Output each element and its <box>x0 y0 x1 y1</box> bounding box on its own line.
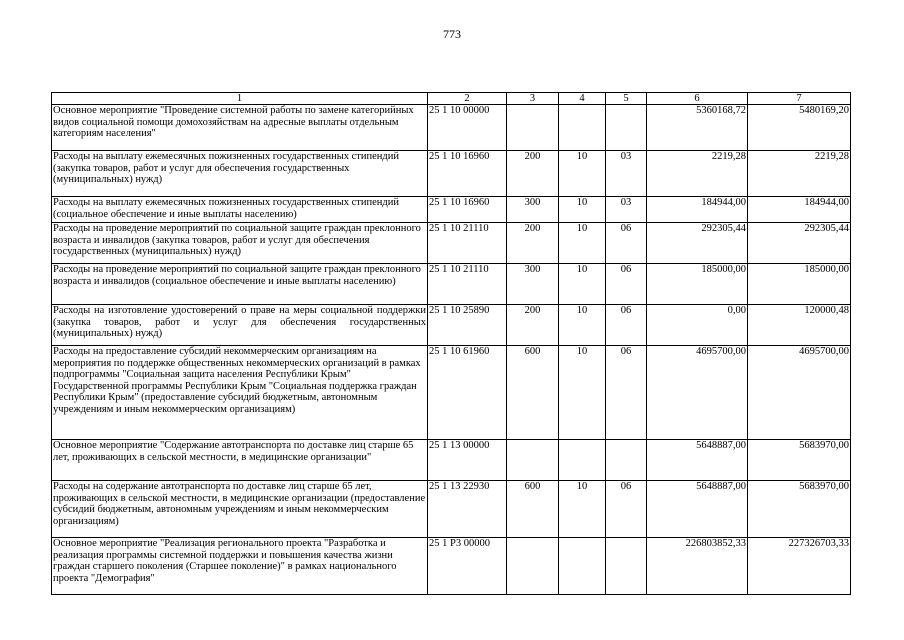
column-header-2: 2 <box>428 93 507 105</box>
row-col4 <box>559 538 606 595</box>
row-name: Расходы на проведение мероприятий по социальной защите граждан преклонного возраста и инвалидов (закупка товаров, работ и услуг для обеспечения государственных (муниципальных) нужд) <box>52 223 428 264</box>
row-col3: 200 <box>507 151 559 197</box>
row-value-7: 2219,28 <box>748 151 851 197</box>
row-name: Расходы на предоставление субсидий некоммерческим организациям на мероприятия по поддержке общественных некоммерческих организаций в рамках подпрограммы "Социальная защита населения Республики Крым" Государственной программы Республики Крым "Социальная поддержка граждан Республики Крым" (предоставление субсидий бюджетным, автономным учреждениям и иным некоммерческим организациям) <box>52 346 428 440</box>
row-value-7: 184944,00 <box>748 197 851 223</box>
row-name: Основное мероприятие "Реализация регионального проекта "Разработка и реализация программы системной поддержки и повышения качества жизни граждан старшего поколения (Старшее поколение)" в рамках национального проекта "Демография" <box>52 538 428 595</box>
row-name: Расходы на выплату ежемесячных пожизненных государственных стипендий (закупка товаров, работ и услуг для обеспечения государственных (муниципальных) нужд) <box>52 151 428 197</box>
row-code: 25 1 10 16960 <box>428 151 507 197</box>
row-col3: 300 <box>507 197 559 223</box>
row-value-6: 5360168,72 <box>647 105 748 151</box>
column-header-5: 5 <box>606 93 647 105</box>
row-col4: 10 <box>559 481 606 538</box>
table-row <box>52 481 851 538</box>
column-header-6: 6 <box>647 93 748 105</box>
row-col3: 200 <box>507 223 559 264</box>
table-row <box>52 305 851 346</box>
row-value-7: 5683970,00 <box>748 481 851 538</box>
row-col4: 10 <box>559 346 606 440</box>
row-col4: 10 <box>559 151 606 197</box>
row-code: 25 1 10 00000 <box>428 105 507 151</box>
row-value-7: 120000,48 <box>748 305 851 346</box>
table-row <box>52 346 851 440</box>
row-value-7: 5683970,00 <box>748 440 851 481</box>
row-name: Основное мероприятие "Проведение системной работы по замене категорийных видов социальной помощи домохозяйствам на адресные выплаты отдельным категориям населения" <box>52 105 428 151</box>
row-col5 <box>606 440 647 481</box>
table-row <box>52 223 851 264</box>
row-value-6: 185000,00 <box>647 264 748 305</box>
header-row <box>52 93 851 105</box>
table-row <box>52 538 851 595</box>
column-header-1: 1 <box>52 93 428 105</box>
row-col3 <box>507 105 559 151</box>
row-value-7: 4695700,00 <box>748 346 851 440</box>
row-code: 25 1 10 21110 <box>428 264 507 305</box>
row-col4: 10 <box>559 305 606 346</box>
row-value-6: 5648887,00 <box>647 481 748 538</box>
row-name: Расходы на содержание автотранспорта по доставке лиц старше 65 лет, проживающих в сельской местности, в медицинские организации (предоставление субсидий бюджетным, автономным учреждениям и иным некоммерческим организациям) <box>52 481 428 538</box>
row-name: Основное мероприятие "Содержание автотранспорта по доставке лиц старше 65 лет, проживающих в сельской местности, в медицинские организации" <box>52 440 428 481</box>
row-col3: 600 <box>507 346 559 440</box>
row-col4: 10 <box>559 264 606 305</box>
row-name: Расходы на проведение мероприятий по социальной защите граждан преклонного возраста и инвалидов (социальное обеспечение и иные выплаты населению) <box>52 264 428 305</box>
table-row <box>52 264 851 305</box>
row-col5: 03 <box>606 151 647 197</box>
page-number: 773 <box>443 27 461 41</box>
row-value-6: 226803852,33 <box>647 538 748 595</box>
row-col5 <box>606 538 647 595</box>
row-value-6: 0,00 <box>647 305 748 346</box>
column-header-7: 7 <box>748 93 851 105</box>
row-code: 25 1 10 16960 <box>428 197 507 223</box>
row-value-7: 227326703,33 <box>748 538 851 595</box>
row-value-6: 4695700,00 <box>647 346 748 440</box>
table-row <box>52 440 851 481</box>
row-col5: 03 <box>606 197 647 223</box>
row-col3: 300 <box>507 264 559 305</box>
table-row <box>52 105 851 151</box>
row-col3 <box>507 440 559 481</box>
row-code: 25 1 10 61960 <box>428 346 507 440</box>
row-value-6: 184944,00 <box>647 197 748 223</box>
row-col3: 600 <box>507 481 559 538</box>
table-row <box>52 197 851 223</box>
row-value-6: 5648887,00 <box>647 440 748 481</box>
budget-table <box>51 92 851 595</box>
row-col5: 06 <box>606 481 647 538</box>
row-value-7: 292305,44 <box>748 223 851 264</box>
row-col3: 200 <box>507 305 559 346</box>
row-col5: 06 <box>606 264 647 305</box>
row-col3 <box>507 538 559 595</box>
row-col4: 10 <box>559 197 606 223</box>
row-col5: 06 <box>606 223 647 264</box>
column-header-4: 4 <box>559 93 606 105</box>
row-value-7: 5480169,20 <box>748 105 851 151</box>
row-value-7: 185000,00 <box>748 264 851 305</box>
row-code: 25 1 10 25890 <box>428 305 507 346</box>
row-code: 25 1 13 00000 <box>428 440 507 481</box>
row-code: 25 1 P3 00000 <box>428 538 507 595</box>
row-col4 <box>559 105 606 151</box>
row-name: Расходы на изготовление удостоверений о праве на меры социальной поддержки (закупка товаров, работ и услуг для обеспечения государственных (муниципальных) нужд) <box>52 305 428 346</box>
row-col5 <box>606 105 647 151</box>
row-code: 25 1 13 22930 <box>428 481 507 538</box>
row-col4: 10 <box>559 223 606 264</box>
row-code: 25 1 10 21110 <box>428 223 507 264</box>
row-value-6: 292305,44 <box>647 223 748 264</box>
table-row <box>52 151 851 197</box>
row-col5: 06 <box>606 305 647 346</box>
column-header-3: 3 <box>507 93 559 105</box>
row-col5: 06 <box>606 346 647 440</box>
row-value-6: 2219,28 <box>647 151 748 197</box>
row-name: Расходы на выплату ежемесячных пожизненных государственных стипендий (социальное обеспечение и иные выплаты населению) <box>52 197 428 223</box>
row-col4 <box>559 440 606 481</box>
